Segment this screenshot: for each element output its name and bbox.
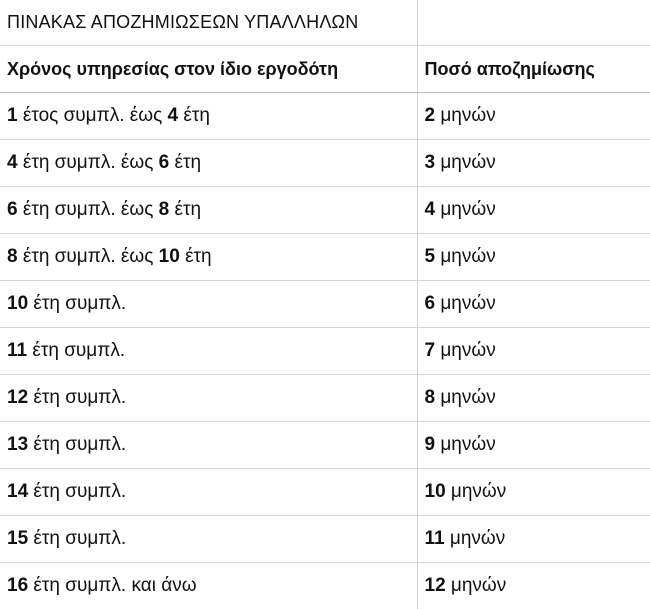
table-row: [0, 281, 650, 328]
table-row: [0, 422, 650, 469]
service-from-text: έτη συμπλ.: [28, 387, 126, 408]
table-title: ΠΙΝΑΚΑΣ ΑΠΟΖΗΜΙΩΣΕΩΝ ΥΠΑΛΛΗΛΩΝ: [0, 0, 417, 46]
compensation-unit: μηνών: [446, 481, 507, 502]
compensation-number: 9: [425, 434, 436, 455]
service-from-text: έτη συμπλ. έως: [18, 152, 159, 173]
compensation-number: 3: [425, 152, 436, 173]
service-to-text: έτη: [178, 105, 210, 126]
service-from-text: έτη συμπλ.: [28, 293, 126, 314]
service-years-cell: [0, 93, 417, 140]
service-from-text: έτη συμπλ.: [28, 434, 126, 455]
compensation-unit: μηνών: [445, 528, 506, 549]
table-row: [0, 375, 650, 422]
compensation-number: 10: [425, 481, 446, 502]
table-row: [0, 328, 650, 375]
compensation-number: 7: [425, 340, 436, 361]
service-years-cell: [0, 187, 417, 234]
service-from-number: 12: [7, 387, 28, 408]
compensation-cell: [417, 563, 650, 609]
service-to-number: 6: [159, 152, 170, 173]
service-from-number: 11: [7, 340, 27, 361]
service-from-text: έτη συμπλ. έως: [18, 246, 159, 267]
compensation-number: 11: [425, 528, 445, 549]
service-years-cell: [0, 234, 417, 281]
service-to-number: 8: [159, 199, 170, 220]
compensation-unit: μηνών: [435, 434, 496, 455]
compensation-cell: [417, 469, 650, 516]
service-years-cell: [0, 375, 417, 422]
table-row: [0, 516, 650, 563]
compensation-unit: μηνών: [435, 340, 496, 361]
service-years-cell: [0, 563, 417, 609]
compensation-cell: [417, 422, 650, 469]
compensation-unit: μηνών: [435, 246, 496, 267]
service-from-number: 16: [7, 575, 28, 596]
header-row: [0, 46, 650, 93]
compensation-unit: μηνών: [446, 575, 507, 596]
service-from-number: 13: [7, 434, 28, 455]
service-from-text: έτος συμπλ. έως: [18, 105, 168, 126]
table-row: [0, 187, 650, 234]
compensation-number: 2: [425, 105, 436, 126]
service-to-number: 4: [168, 105, 179, 126]
compensation-number: 5: [425, 246, 436, 267]
compensation-unit: μηνών: [435, 152, 496, 173]
service-from-text: έτη συμπλ. και άνω: [28, 575, 196, 596]
service-from-number: 10: [7, 293, 28, 314]
title-row: [0, 0, 650, 46]
compensation-cell: [417, 234, 650, 281]
compensation-number: 12: [425, 575, 446, 596]
compensation-number: 6: [425, 293, 436, 314]
table-row: [0, 93, 650, 140]
compensation-cell: [417, 140, 650, 187]
service-from-number: 4: [7, 152, 18, 173]
service-years-cell: [0, 422, 417, 469]
compensation-unit: μηνών: [435, 387, 496, 408]
compensation-number: 4: [425, 199, 436, 220]
service-from-number: 8: [7, 246, 18, 267]
compensation-cell: [417, 328, 650, 375]
compensation-unit: μηνών: [435, 293, 496, 314]
compensation-cell: [417, 516, 650, 563]
service-from-number: 14: [7, 481, 28, 502]
compensation-cell: [417, 281, 650, 328]
compensation-unit: μηνών: [435, 199, 496, 220]
service-years-cell: [0, 328, 417, 375]
service-to-text: έτη: [169, 152, 201, 173]
service-years-cell: [0, 140, 417, 187]
service-years-cell: [0, 516, 417, 563]
service-from-text: έτη συμπλ. έως: [18, 199, 159, 220]
service-to-number: 10: [159, 246, 180, 267]
service-from-number: 6: [7, 199, 18, 220]
service-years-cell: [0, 469, 417, 516]
service-years-cell: [0, 281, 417, 328]
service-to-text: έτη: [180, 246, 212, 267]
title-empty-cell: [417, 0, 650, 46]
service-from-text: έτη συμπλ.: [28, 481, 126, 502]
compensation-cell: [417, 375, 650, 422]
table-row: [0, 140, 650, 187]
compensation-unit: μηνών: [435, 105, 496, 126]
compensation-number: 8: [425, 387, 436, 408]
header-compensation: Ποσό αποζημίωσης: [417, 46, 650, 93]
service-to-text: έτη: [169, 199, 201, 220]
service-from-text: έτη συμπλ.: [27, 340, 125, 361]
table-row: [0, 469, 650, 516]
service-from-text: έτη συμπλ.: [28, 528, 126, 549]
table-row: [0, 563, 650, 609]
compensation-cell: [417, 187, 650, 234]
header-service-years: Χρόνος υπηρεσίας στον ίδιο εργοδότη: [0, 46, 417, 93]
service-from-number: 1: [7, 105, 18, 126]
table-row: [0, 234, 650, 281]
compensation-cell: [417, 93, 650, 140]
service-from-number: 15: [7, 528, 28, 549]
